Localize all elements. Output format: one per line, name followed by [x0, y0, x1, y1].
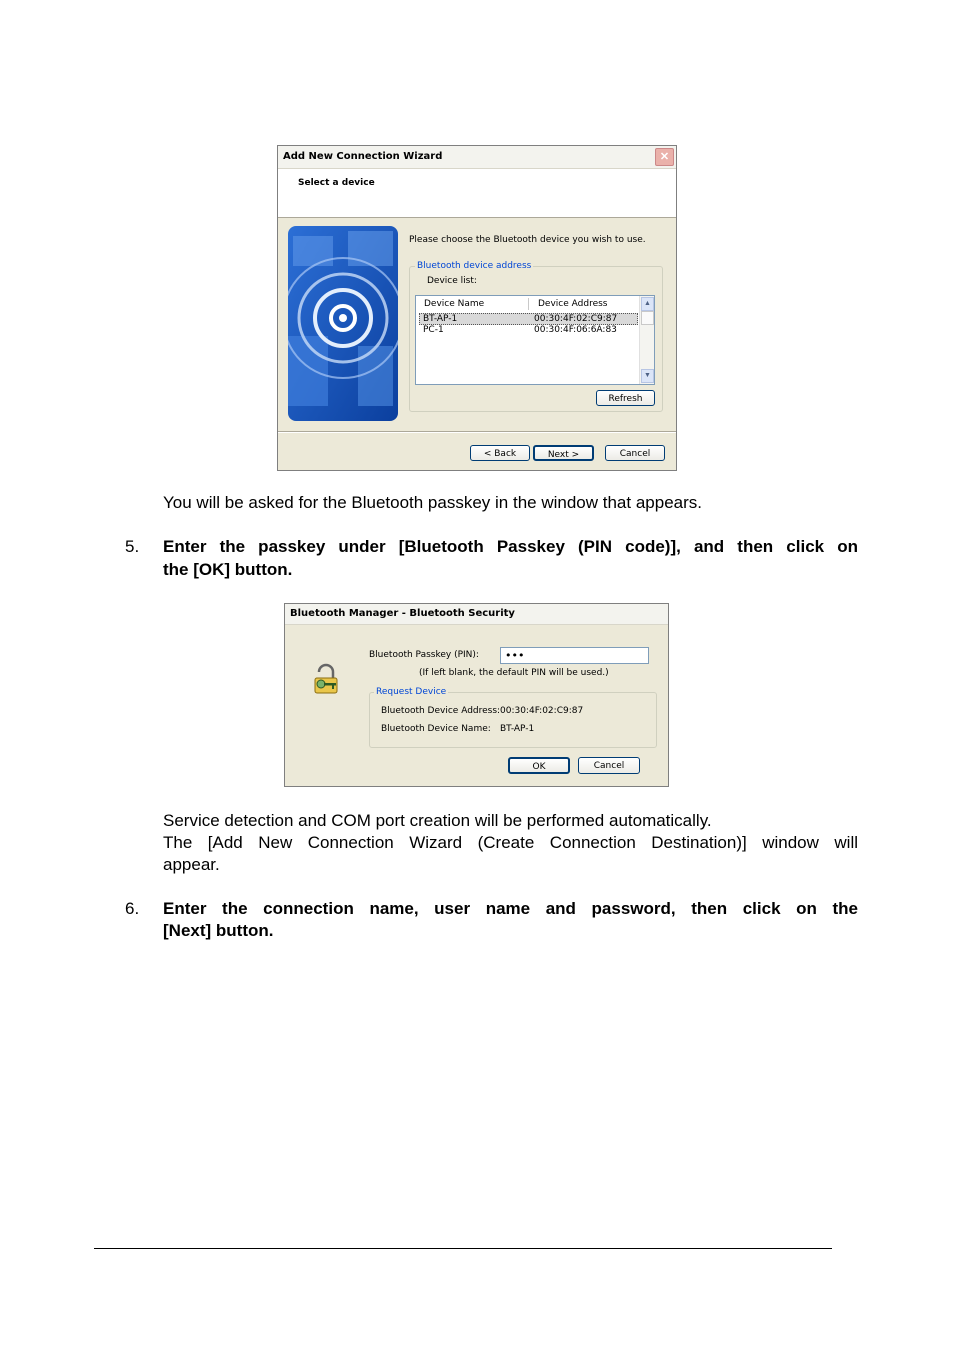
column-header-device-address[interactable]: Device Address	[538, 299, 608, 309]
wizard-heading: Select a device	[298, 178, 375, 188]
bluetooth-illustration	[288, 226, 398, 421]
step-5-number: 5.	[125, 537, 140, 556]
wizard-titlebar	[278, 146, 676, 169]
column-divider	[528, 298, 529, 310]
scroll-up-icon[interactable]: ▲	[641, 297, 654, 311]
device-address-label: Bluetooth Device Address:	[381, 706, 501, 716]
column-header-device-name[interactable]: Device Name	[424, 299, 485, 309]
request-device-group-label: Request Device	[376, 687, 447, 697]
wizard-appear-line2: appear.	[163, 855, 220, 874]
bluetooth-device-address-group-label: Bluetooth device address	[417, 261, 532, 271]
device-address-cell: 00:30:4F:06:6A:83	[534, 325, 617, 335]
security-cancel-button[interactable]: Cancel	[578, 757, 640, 774]
wizard-appear-line1: The [Add New Connection Wizard (Create Connection Destination)] window will	[163, 833, 858, 852]
device-name-cell: PC-1	[423, 325, 444, 335]
device-list-label: Device list:	[427, 276, 477, 286]
ok-button[interactable]: OK	[508, 757, 570, 774]
passkey-input[interactable]	[500, 647, 649, 664]
back-button[interactable]: < Back	[470, 445, 530, 461]
wizard-footer-divider	[278, 431, 676, 433]
step-6-number: 6.	[125, 899, 140, 918]
wizard-header	[278, 169, 676, 218]
wizard-instruction: Please choose the Bluetooth device you wish to use.	[409, 235, 646, 245]
refresh-button[interactable]: Refresh	[596, 390, 655, 406]
step-6-text-line2: [Next] button.	[163, 921, 274, 940]
device-name-cell: BT-AP-1	[423, 314, 458, 324]
close-icon[interactable]: ✕	[655, 148, 674, 166]
device-name-value: BT-AP-1	[500, 724, 535, 734]
wizard-title: Add New Connection Wizard	[283, 151, 443, 162]
add-new-connection-wizard-window	[277, 145, 677, 471]
bluetooth-security-window	[284, 603, 669, 787]
footer-rule	[94, 1248, 832, 1249]
device-name-label: Bluetooth Device Name:	[381, 724, 491, 734]
device-list[interactable]	[415, 295, 655, 385]
step-5-text-line2: the [OK] button.	[163, 560, 293, 579]
passkey-intro-paragraph: You will be asked for the Bluetooth passkey in the window that appears.	[163, 493, 702, 512]
security-title: Bluetooth Manager - Bluetooth Security	[290, 608, 515, 619]
step-5-text-line1: Enter the passkey under [Bluetooth Passkey (PIN code)], and then click on	[163, 537, 858, 556]
cancel-button[interactable]: Cancel	[605, 445, 665, 461]
service-detection-paragraph: Service detection and COM port creation will be performed automatically.	[163, 811, 712, 830]
passkey-hint: (If left blank, the default PIN will be used.)	[419, 668, 609, 678]
device-list-scrollbar[interactable]	[639, 296, 654, 384]
passkey-value: •••	[505, 649, 525, 662]
table-row[interactable]	[419, 313, 638, 325]
device-address-value: 00:30:4F:02:C9:87	[500, 706, 584, 716]
device-address-cell: 00:30:4F:02:C9:87	[534, 314, 618, 324]
security-titlebar	[285, 604, 668, 625]
step-6-text-line1: Enter the connection name, user name and password, then click on the	[163, 899, 858, 918]
scroll-down-icon[interactable]: ▼	[641, 369, 654, 383]
table-row[interactable]	[419, 325, 638, 337]
request-device-group	[369, 692, 657, 748]
security-key-icon	[309, 662, 343, 696]
next-button[interactable]: Next >	[533, 445, 594, 461]
passkey-label: Bluetooth Passkey (PIN):	[369, 650, 479, 660]
scroll-thumb[interactable]	[641, 311, 654, 325]
